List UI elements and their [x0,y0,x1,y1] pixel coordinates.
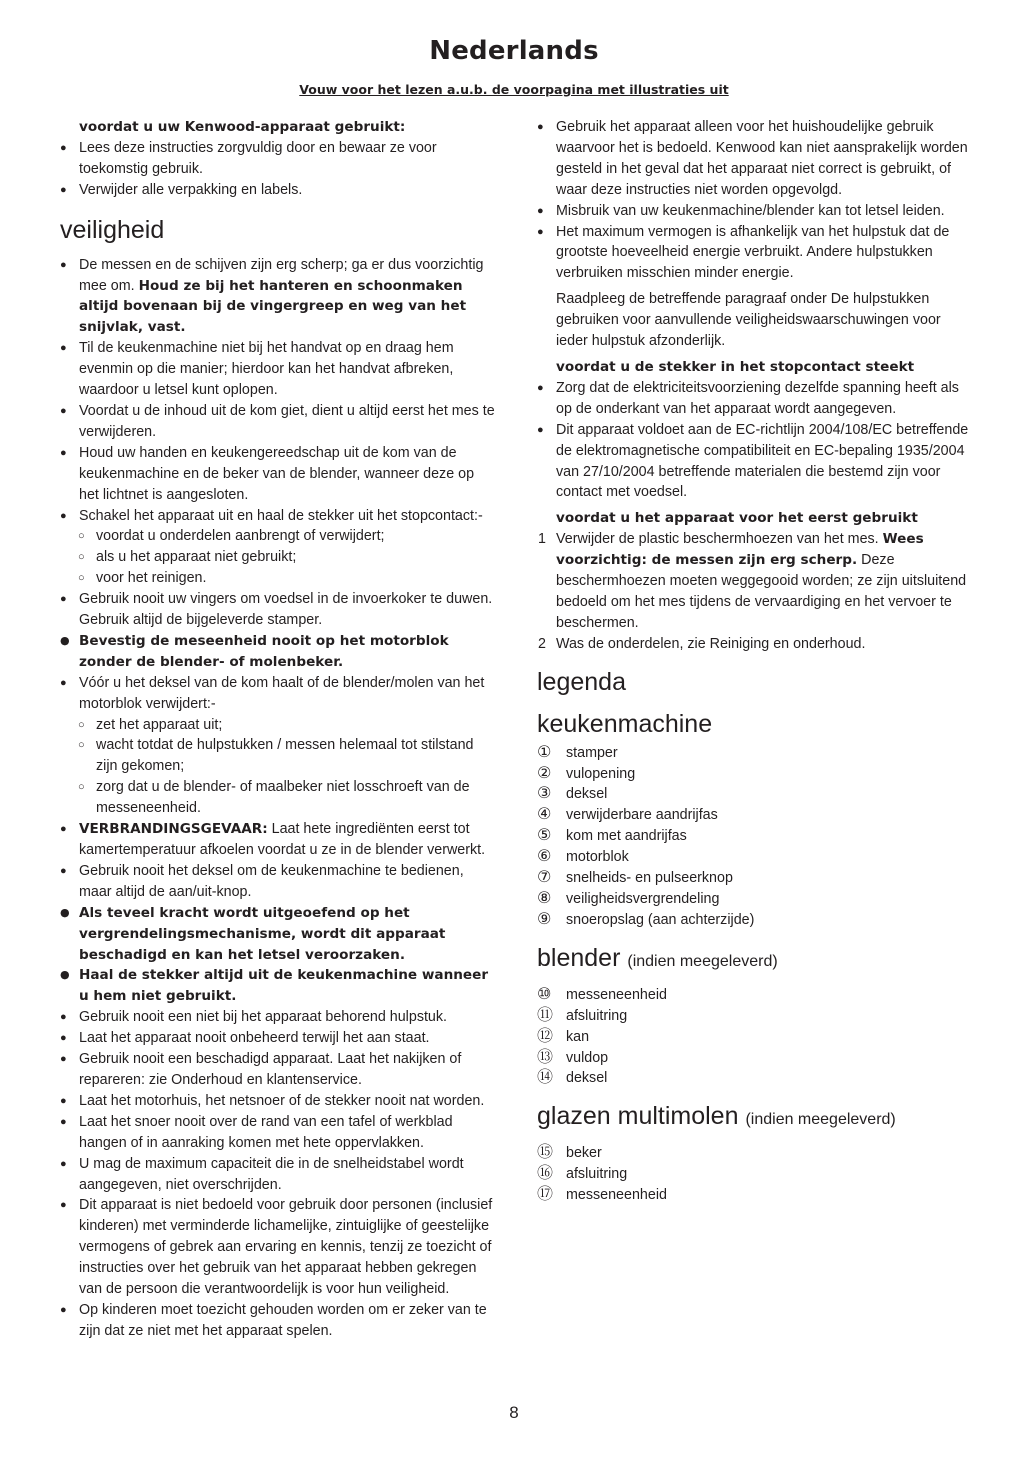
plug-item: ● Zorg dat de elektriciteitsvoorziening dezelfde spanning heeft als op de onderkant van het apparaat wordt aangegeven. [537,378,973,420]
legend-item [537,847,973,868]
safety-item: ● Het maximum vermogen is afhankelijk van het hulpstuk dat de grootste hoeveelheid energie verbruikt. Andere hulpstukken verbruiken misschien minder energie. [537,222,973,285]
safety-item: ● Vóór u het deksel van de kom haalt of de blender/molen van het motorblok verwijdert:- [60,673,496,715]
blender-heading-note: (indien meegeleverd) [627,952,778,970]
first-use-heading: voordat u het apparaat voor het eerst gebruikt [556,510,918,527]
intro-item: ● Lees deze instructies zorgvuldig door en bewaar ze voor toekomstig gebruik. [60,138,496,180]
safety-note: Raadpleeg de betreffende paragraaf onder De hulpstukken gebruiken voor aanvullende veiligheidswaarschuwingen voor ieder hulpstuk afzonderlijk. [556,291,941,350]
number-4-icon: ④ [537,806,552,824]
safety-item: ● Laat het motorhuis, het netsnoer of de stekker nooit nat worden. [60,1091,496,1112]
number-1-icon: ① [537,743,552,761]
safety-item: ● Gebruik nooit uw vingers om voedsel in de invoerkoker te duwen. Gebruik altijd de bijgeleverde stamper. [60,589,496,631]
number-9-icon: ⑨ [537,910,552,928]
safety-item [60,819,496,861]
first-use-step [537,529,973,634]
legend-item [537,889,973,910]
safety-item: ● Misbruik van uw keukenmachine/blender kan tot letsel leiden. [537,201,973,222]
intro-heading: voordat u uw Kenwood-apparaat gebruikt: [79,119,406,135]
step-text: Deze beschermhoezen moeten weggegooid worden; ze zijn uitsluitend bedoeld om het mes tijdens de vervaardiging en het vervoer te beschermen. [556,552,967,631]
left-column [60,117,496,1342]
safety-item-text: De messen en de schijven zijn erg scherp; ga er dus voorzichtig mee om. [79,256,484,294]
kitchen-machine-heading: keukenmachine [537,709,713,738]
plug-heading: voordat u de stekker in het stopcontact steekt [556,358,915,375]
number-3-icon: ③ [537,785,552,803]
legend-item [537,1185,973,1206]
legend-label: messeneenheid [566,986,667,1003]
legend-heading: legenda [537,667,626,696]
mill-heading-note: (indien meegeleverd) [745,1111,896,1129]
legend-label: vuldop [566,1049,609,1066]
step-bold: Wees voorzichtig: de messen zijn erg scherp. [556,531,924,569]
legend-label: stamper [566,744,618,761]
safety-item: ● Gebruik het apparaat alleen voor het huishoudelijke gebruik waarvoor het is bedoeld. Kenwood kan niet aansprakelijk worden gesteld in het geval dat het apparaat niet correct is gebruikt, of waar deze instructies niet worden opgevolgd. [537,117,973,201]
legend-label: afsluitring [566,1007,628,1024]
legend-label: beker [566,1145,602,1162]
legend-label: veiligheidsvergrendeling [566,891,720,907]
safety-subitem: ○ voor het reinigen. [60,568,496,589]
legend-item [537,910,973,931]
legend-label: afsluitring [566,1166,628,1183]
safety-item-bold: VERBRANDINGSGEVAAR: [79,821,268,838]
safety-item: ● Houd uw handen en keukengereedschap uit de kom van de keukenmachine en de beker van de blender, wanneer deze op het lichtnet is aangesloten. [60,443,496,506]
legend-item [537,1068,973,1089]
safety-item: ● Als teveel kracht wordt uitgeoefend op het vergrendelingsmechanisme, wordt dit apparaat beschadigd en kan het letsel veroorzaken. [60,903,496,966]
legend-label: deksel [566,1070,608,1087]
safety-item: ● Op kinderen moet toezicht gehouden worden om er zeker van te zijn dat ze niet met het apparaat spelen. [60,1300,496,1342]
safety-item: ● Til de keukenmachine niet bij het handvat op en draag hem evenmin op die manier; hierdoor kan het handvat afbreken, waardoor u letsel kunt oplopen. [60,338,496,401]
plug-item: ● Dit apparaat voldoet aan de EC-richtlijn 2004/108/EC betreffende de elektromagnetische compatibiliteit en EC-bepaling 1935/2004 van 27/10/2004 betreffende materialen die bestemd zijn voor contact met voedsel. [537,420,973,504]
legend-label: kan [566,1028,590,1045]
legend-item [537,868,973,889]
page-title: Nederlands [429,36,599,66]
number-17-icon: ⑰ [537,1186,554,1204]
legend-label: messeneenheid [566,1187,667,1204]
number-10-icon: ⑩ [537,985,552,1003]
number-12-icon: ⑫ [537,1027,554,1045]
safety-item: ● Laat het apparaat nooit onbeheerd terwijl het aan staat. [60,1028,496,1049]
number-14-icon: ⑭ [537,1069,554,1087]
blender-heading-text: blender [537,943,621,972]
number-8-icon: ⑧ [537,890,552,907]
safety-item-bold: Houd ze bij het hanteren en schoonmaken altijd bovenaan bij de vingergreep en weg van het snijvlak, vast. [79,277,467,336]
safety-item: ● Schakel het apparaat uit en haal de stekker uit het stopcontact:- [60,506,496,527]
legend-label: motorblok [566,849,629,866]
safety-heading: veiligheid [60,215,165,244]
mill-legend-list [537,1143,973,1206]
legend-item [537,1143,973,1164]
legend-item [537,743,973,764]
legend-label: kom met aandrijfas [566,828,687,845]
step-number: 1 [538,531,546,548]
safety-subitem: ○ als u het apparaat niet gebruikt; [60,547,496,568]
legend-item [537,826,973,847]
safety-item-text: Laat hete ingrediënten eerst tot kamertemperatuur afkoelen voordat u ze in de blender verwerkt. [79,821,486,858]
safety-item: ● Voordat u de inhoud uit de kom giet, dient u altijd eerst het mes te verwijderen. [60,401,496,443]
legend-item [537,764,973,785]
legend-item [537,985,973,1006]
kitchen-legend-list [537,743,973,931]
blender-legend-list [537,985,973,1090]
mill-heading [537,1101,973,1135]
safety-subitem: ○ wacht totdat de hulpstukken / messen helemaal tot stilstand zijn gekomen; [60,735,496,777]
safety-subitem: ○ zorg dat u de blender- of maalbeker niet losschroeft van de messeneenheid. [60,777,496,819]
safety-subitem: ○ voordat u onderdelen aanbrengt of verwijdert; [60,526,496,547]
legend-item [537,1027,973,1048]
first-use-step [537,634,973,655]
number-11-icon: ⑪ [537,1006,554,1024]
safety-item [60,255,496,339]
page-subtitle: Vouw voor het lezen a.u.b. de voorpagina met illustraties uit [299,82,729,97]
safety-subitem: ○ zet het apparaat uit; [60,715,496,736]
mill-heading-text: glazen multimolen [537,1102,739,1131]
safety-item: ● U mag de maximum capaciteit die in de snelheidstabel wordt aangegeven, niet overschrijden. [60,1154,496,1196]
safety-item: ● Gebruik nooit een beschadigd apparaat. Laat het nakijken of repareren: zie Onderhoud en klantenservice. [60,1049,496,1091]
safety-item: ● Dit apparaat is niet bedoeld voor gebruik door personen (inclusief kinderen) met verminderde lichamelijke, zintuiglijke of geestelijke vermogens of gebrek aan ervaring en kennis, tenzij ze toezicht of instructies over het gebruik van het apparaat hebben gekregen van de persoon die verantwoordelijk is voor hun veiligheid. [60,1195,496,1300]
number-5-icon: ⑤ [537,827,552,845]
safety-item: ● Laat het snoer nooit over de rand van een tafel of werkblad hangen of in aanraking komen met hete oppervlakken. [60,1112,496,1154]
legend-item [537,1164,973,1185]
step-text: Was de onderdelen, zie Reiniging en onderhoud. [556,635,866,652]
legend-label: verwijderbare aandrijfas [566,807,718,824]
blender-heading [537,943,973,977]
number-7-icon: ⑦ [537,869,552,887]
number-2-icon: ② [537,764,552,782]
legend-label: snoeropslag (aan achterzijde) [566,911,755,928]
legend-label: vulopening [566,765,636,782]
page-number: 8 [509,1403,519,1422]
legend-label: snelheids- en pulseerknop [566,870,733,887]
legend-item [537,1006,973,1027]
safety-item: ● Bevestig de meseenheid nooit op het motorblok zonder de blender- of molenbeker. [60,631,496,673]
step-number: 2 [538,635,546,652]
intro-item: ● Verwijder alle verpakking en labels. [60,180,496,201]
number-6-icon: ⑥ [537,848,552,866]
safety-item: ● Haal de stekker altijd uit de keukenmachine wanneer u hem niet gebruikt. [60,965,496,1007]
legend-item [537,805,973,826]
number-15-icon: ⑮ [537,1144,554,1162]
right-column [537,117,973,1206]
number-13-icon: ⑬ [537,1048,554,1066]
legend-item [537,784,973,805]
safety-item: ● Gebruik nooit een niet bij het apparaat behorend hulpstuk. [60,1007,496,1028]
safety-item: ● Gebruik nooit het deksel om de keukenmachine te bedienen, maar altijd de aan/uit-knop. [60,861,496,903]
step-text: Verwijder de plastic beschermhoezen van het mes. [556,531,883,548]
legend-label: deksel [566,786,608,803]
number-16-icon: ⑯ [537,1165,554,1183]
legend-item [537,1048,973,1069]
